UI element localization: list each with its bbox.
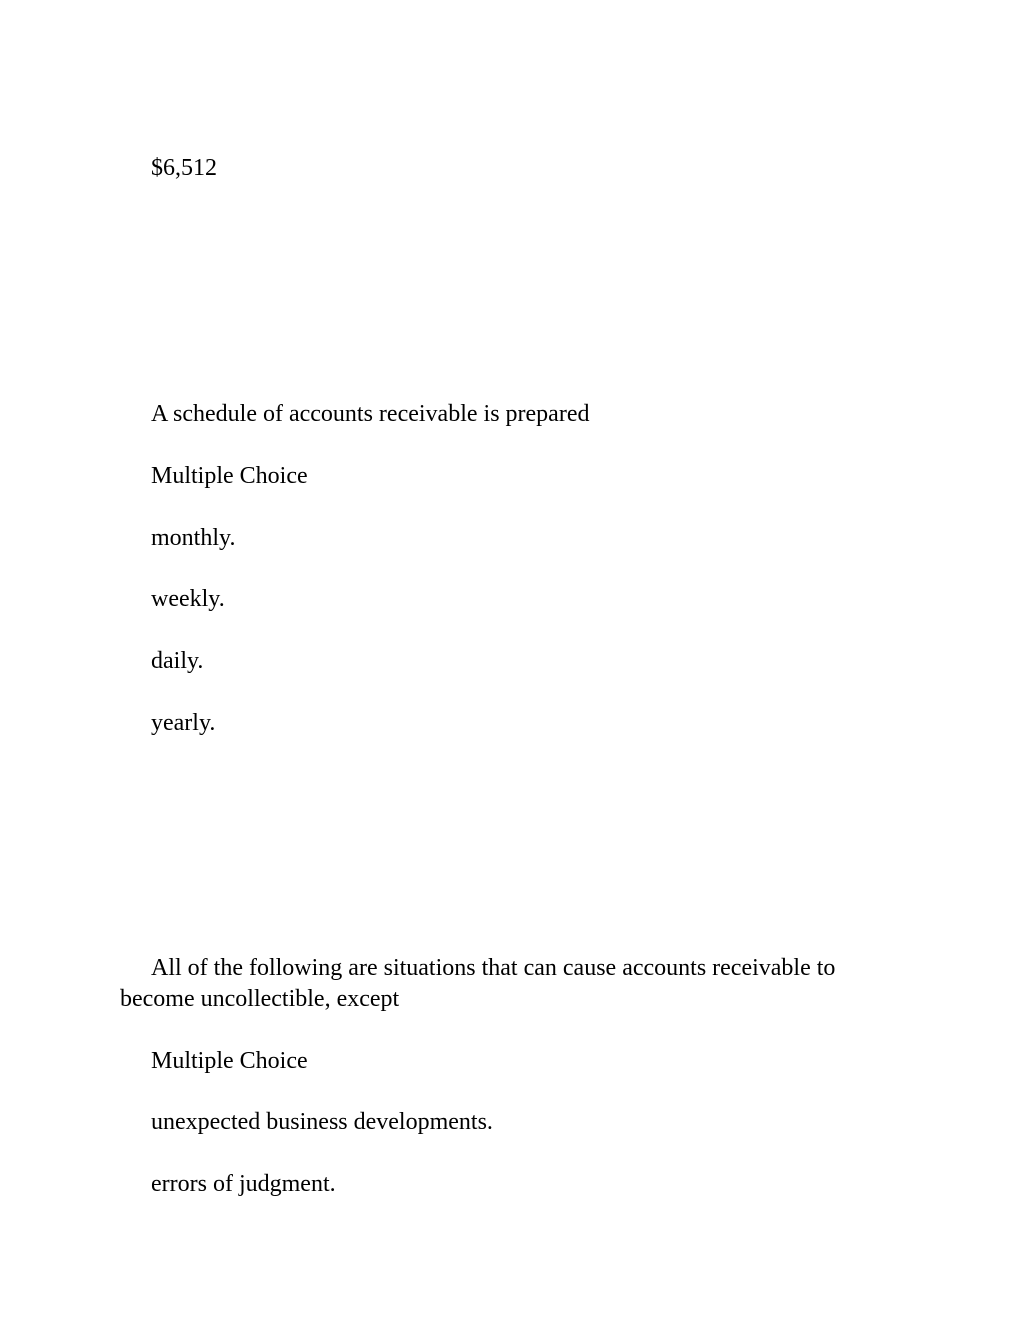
question-1-option-d: yearly. [151,710,216,736]
question-1-option-c: daily. [151,648,204,674]
question-2-option-b: errors of judgment. [151,1171,336,1197]
question-1-option-a: monthly. [151,525,236,551]
question-1-option-b: weekly. [151,586,225,612]
question-2-type-label: Multiple Choice [151,1048,308,1074]
question-1-type-label: Multiple Choice [151,463,308,489]
question-2-prompt: All of the following are situations that can cause accounts receivable to become uncollectible, except [120,955,836,1012]
previous-answer-option: $6,512 [151,155,217,181]
question-2-option-a: unexpected business developments. [151,1109,493,1135]
question-1-prompt: A schedule of accounts receivable is prepared [151,401,590,427]
